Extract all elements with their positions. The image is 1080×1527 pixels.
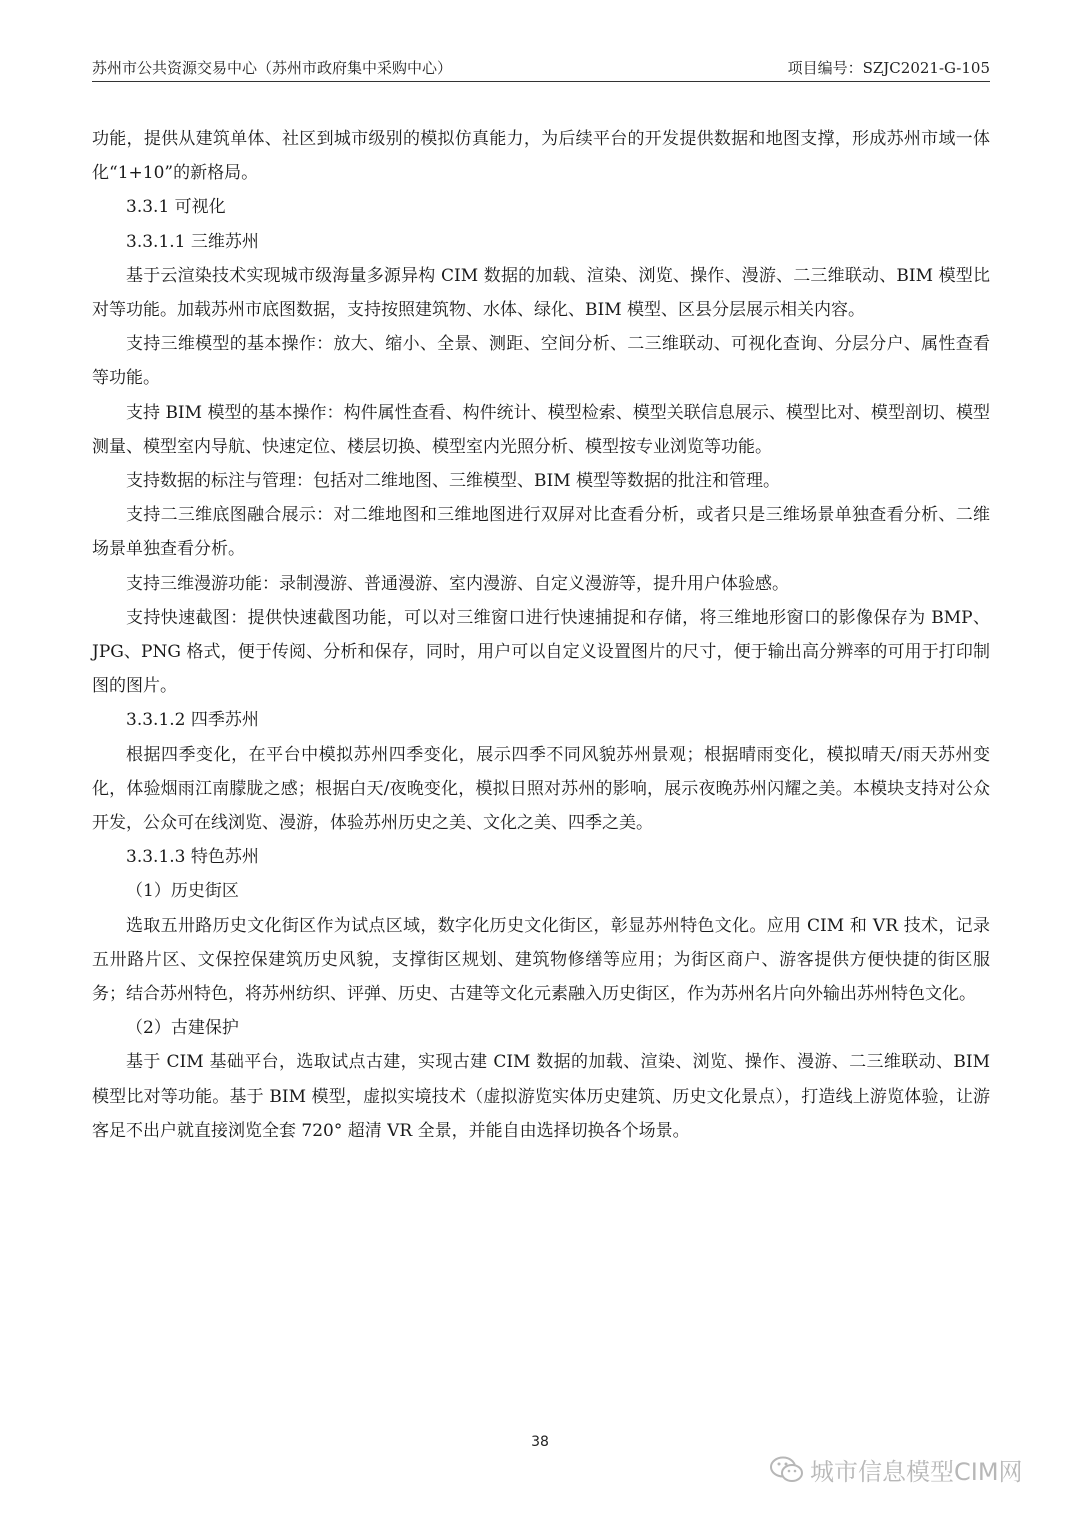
header-project-number: 项目编号：SZJC2021-G-105 <box>787 59 990 77</box>
document-body <box>92 122 990 1148</box>
paragraph: 选取五卅路历史文化街区作为试点区域，数字化历史文化街区，彰显苏州特色文化。应用 CIM 和 VR 技术，记录五卅路片区、文保控保建筑历史风貌，支撑街区规划、建筑物修缮等应用；为街区商户、游客提供方便快捷的街区服务；结合苏州特色，将苏州纺织、评弹、历史、古建等文化元素融入历史街区，作为苏州名片向外输出苏州特色文化。 <box>92 915 990 1005</box>
paragraph: 基于云渲染技术实现城市级海量多源异构 CIM 数据的加载、渲染、浏览、操作、漫游、二三维联动、BIM 模型比对等功能。加载苏州市底图数据，支持按照建筑物、水体、绿化、BIM 模型、区县分层展示相关内容。 <box>92 265 990 321</box>
paragraph: 功能，提供从建筑单体、社区到城市级别的模拟仿真能力，为后续平台的开发提供数据和地图支撑，形成苏州市域一体化“1+10”的新格局。 <box>92 129 990 184</box>
header-organization: 苏州市公共资源交易中心（苏州市政府集中采购中心） <box>92 59 453 77</box>
paragraph: 支持三维模型的基本操作：放大、缩小、全景、测距、空间分析、二三维联动、可视化查询、分层分户、属性查看等功能。 <box>92 334 990 389</box>
watermark-text: 城市信息模型CIM网 <box>810 1458 1023 1486</box>
paragraph: 支持三维漫游功能：录制漫游、普通漫游、室内漫游、自定义漫游等，提升用户体验感。 <box>126 573 789 594</box>
paragraph: 支持数据的标注与管理：包括对二维地图、三维模型、BIM 模型等数据的批注和管理。 <box>126 471 781 492</box>
item-heading: （2）古建保护 <box>126 1018 239 1039</box>
paragraph: 支持快速截图：提供快速截图功能，可以对三维窗口进行快速捕捉和存储，将三维地形窗口的影像保存为 BMP、JPG、PNG 格式，便于传阅、分析和保存，同时，用户可以自定义设置图片的尺寸，便于输出高分辨率的可用于打印制图的图片。 <box>92 607 990 697</box>
watermark <box>770 1452 1023 1487</box>
subsection-heading: 3.3.1.2 四季苏州 <box>126 710 259 731</box>
wechat-icon <box>770 1456 804 1484</box>
item-heading: （1）历史街区 <box>126 881 239 902</box>
subsection-heading: 3.3.1.3 特色苏州 <box>126 847 259 868</box>
paragraph: 根据四季变化，在平台中模拟苏州四季变化，展示四季不同风貌苏州景观；根据晴雨变化，模拟晴天/雨天苏州变化，体验烟雨江南朦胧之感；根据白天/夜晚变化，模拟日照对苏州的影响，展示夜晚苏州闪耀之美。本模块支持对公众开发，公众可在线浏览、漫游，体验苏州历史之美、文化之美、四季之美。 <box>92 744 990 834</box>
section-heading: 3.3.1 可视化 <box>126 197 226 218</box>
page-header <box>92 48 990 82</box>
page-number: 38 <box>531 1434 549 1450</box>
paragraph: 基于 CIM 基础平台，选取试点古建，实现古建 CIM 数据的加载、渲染、浏览、操作、漫游、二三维联动、BIM 模型比对等功能。基于 BIM 模型，虚拟实境技术（虚拟游览实体历史建筑、历史文化景点），打造线上游览体验，让游客足不出户就直接浏览全套 720° 超清 VR 全景，并能自由选择切换各个场景。 <box>92 1052 990 1141</box>
paragraph: 支持 BIM 模型的基本操作：构件属性查看、构件统计、模型检索、模型关联信息展示、模型比对、模型剖切、模型测量、模型室内导航、快速定位、楼层切换、模型室内光照分析、模型按专业浏览等功能。 <box>92 402 990 457</box>
paragraph: 支持二三维底图融合展示：对二维地图和三维地图进行双屏对比查看分析，或者只是三维场景单独查看分析、二维场景单独查看分析。 <box>92 505 990 560</box>
subsection-heading: 3.3.1.1 三维苏州 <box>126 231 259 252</box>
